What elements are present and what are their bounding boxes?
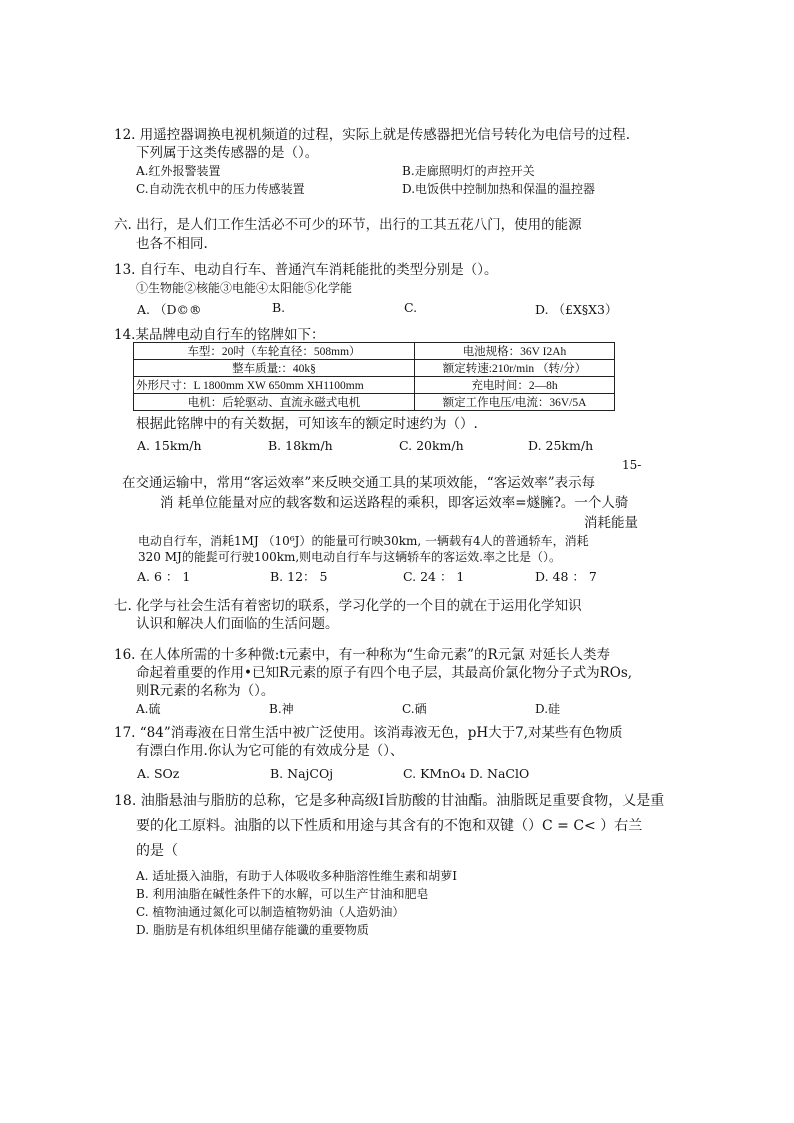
table-cell: 外形尺寸：L 1800mm XW 650mm XH1100mm [134,377,415,394]
table-cell: 电机：后轮驱动、直流永磁式电机 [134,394,415,411]
q15-option-d: D. 48 ： 7 [535,569,597,584]
table-cell: 电池规格：36V I2Ah [415,343,615,360]
q13-stem-line1: 13. 自行车、电动自行车、普通汽车消耗能批的类型分别是（）。 [114,262,498,278]
q16-stem-line3: 则R元素的名称为（）。 [136,683,275,699]
q17-option-b: B. NajCOj [270,766,334,781]
q16-option-b: B.神 [269,702,294,716]
q15-stem-line4: 电动自行车，消耗1MJ （10⁶J）的能量可行映30km, 一辆载有4人的普通轿车，消耗 [138,534,589,548]
table-cell: 额定转速:210r/min （转/分） [415,360,615,377]
section6-line2: 也各不相同. [136,236,208,252]
q15-number: 15- [622,458,642,472]
q14-option-d: D. 25km/h [528,438,594,453]
table-row [134,377,615,394]
q15-stem-line3: 消耗能量 [584,515,638,531]
q13-option-c: C. [404,300,418,315]
q18-option-a: A. 适址摄入油脂，有助于人体吸收多种脂溶性维生素和胡萝I [136,869,458,883]
section7-line2: 认识和解决人们面临的生活问题。 [136,616,339,632]
q16-option-c: C.硒 [402,702,427,716]
q13-option-a: A. （D©® [137,302,202,317]
q17-option-cd: C. KMnO₄ D. NaClO [403,766,530,781]
q16-option-d: D.硅 [535,702,561,716]
q18-stem-line2: 要的化工原料。油脂的以下性质和用途与其含有的不饱和双键（）C = C< ）右兰 [136,818,643,834]
table-cell: 整车质量:：40k§ [134,360,415,377]
q12-stem-line1: 12. 用遥控器调换电视机频道的过程，实际上就是传感器把光信号转化为电信号的过程. [114,127,631,143]
q12-option-c: C.自动洗衣机中的压力传感装置 [136,182,305,196]
q14-option-b: B. 18km/h [268,438,333,453]
q17-option-a: A. SOz [137,766,180,781]
q15-option-b: B. 12： 5 [270,569,328,584]
table-cell: 充电时间：2—8h [415,377,615,394]
q16-option-a: A.硫 [136,702,161,716]
q16-stem-line1: 16. 在人体所需的十多种微:t元素中，有一种称为“生命元素”的R元氯 对延长人类寿 [114,647,610,663]
table-cell: 额定工作电压/电流：36V/5A [415,394,615,411]
q14-option-a: A. 15km/h [137,438,202,453]
q18-option-d: D. 脂肪是有机体组织里储存能谶的重要物质 [136,923,369,937]
q12-stem-line2: 下列属于这类传感器的是（）。 [136,145,319,161]
q15-stem-line1: 在交通运输中，常用“客运效率”来反映交通工具的某项效能，“客运效率”表示每 [122,475,596,491]
q18-option-b: B. 利用油脂在碱性条件下的水解，可以生产甘油和肥皂 [136,887,429,901]
q15-stem-line5: 320 MJ的能髭可行驶100km,则电动自行车与这辆轿车的客运效.率之比是（）。 [138,550,562,564]
nameplate-table [133,342,615,411]
table-row [134,394,615,411]
q16-stem-line2: 命起着重要的作用•已知R元素的原子有四个电子层，其最高价氯化物分子式为ROs, [136,665,633,681]
q13-stem-line2: ①生物能②核能③电能④太阳能⑤化学能 [136,281,353,295]
table-cell: 车型：20吋（车轮直径：508mm） [134,343,415,360]
q13-option-d: D. （£X§X3） [535,302,618,317]
q13-option-b: B. [272,300,286,315]
q18-option-c: C. 植物油通过氮化可以制造植物奶油（人造奶油） [136,905,405,919]
q14-option-c: C. 20km/h [399,438,464,453]
q12-option-b: B.走廊照明灯的声控开关 [402,164,535,178]
table-row [134,360,615,377]
section7-line1: 七. 化学与社会生活有着密切的联系，学习化学的一个目的就在于运用化学知识 [114,598,582,614]
section6-line1: 六. 出行，是人们工作生活必不可少的环节，出行的工其五花八门，使用的能源 [114,217,582,233]
q18-stem-line3: 的是（ [136,843,178,859]
q15-stem-line2: 消 耗单位能量对应的载客数和运送路程的乘积，即客运效率=燧臃?。一个人骑 [160,495,629,511]
q17-stem-line2: 有漂白作用.你认为它可能的有效成分是（）、 [136,743,404,759]
q14-title: 14.某品牌电动自行车的铭牌如下： [114,327,325,343]
q18-stem-line1: 18. 油脂悬油与脂肪的总称，它是多种高级I旨肪酸的甘油酯。油脂既足重要食物，乂是重 [114,793,665,809]
q15-option-c: C. 24 ： 1 [403,569,465,584]
q12-option-d: D.电饭供中控制加热和保温的温控器 [402,182,596,196]
q14-stem-line3: 根据此铭牌中的有关数据，可知该车的额定时速约为（）. [136,416,478,432]
q15-option-a: A. 6 ： 1 [137,569,191,584]
q12-option-a: A.红外报警装置 [136,164,221,178]
q17-stem-line1: 17. “84”消毒液在日常生活中被广泛使用。该消毒液无色，pH大于7,对某些有色物质 [114,725,623,741]
table-row [134,343,615,360]
